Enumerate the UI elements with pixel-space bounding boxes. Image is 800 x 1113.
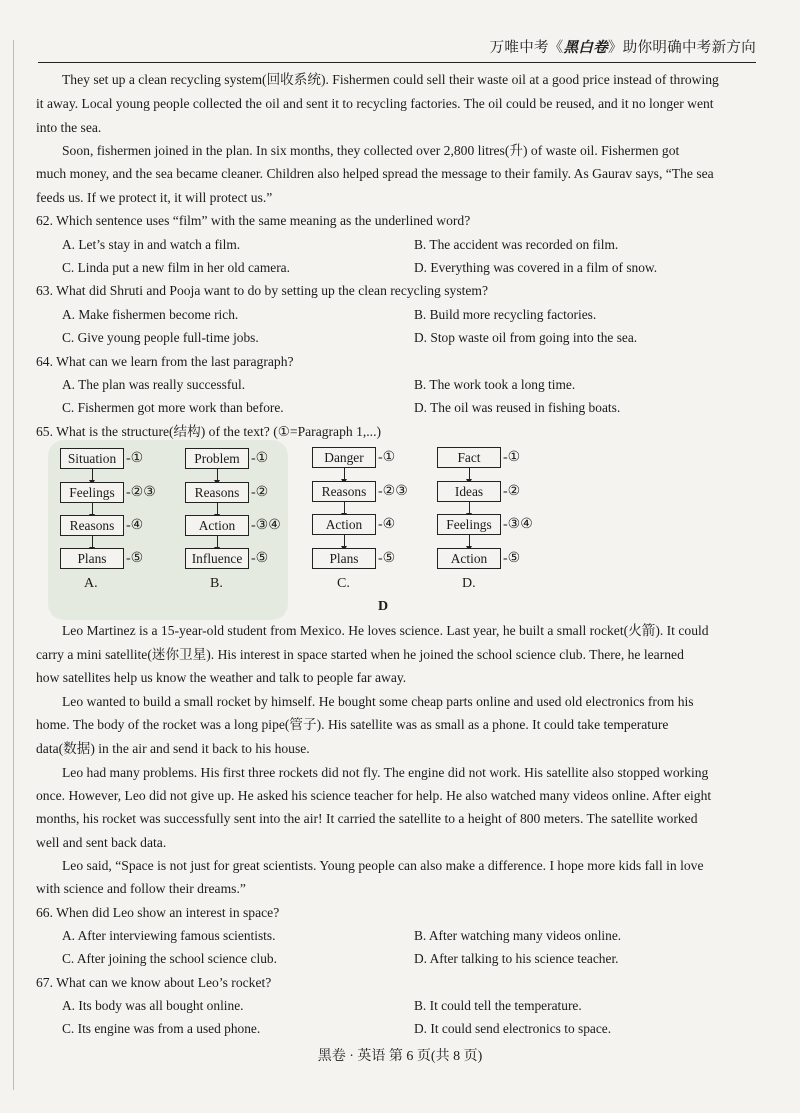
- option-62-b: B. The accident was recorded on film.: [414, 237, 619, 252]
- option-62-a: A. Let’s stay in and watch a film.: [62, 237, 241, 252]
- diagram-para: -④: [126, 518, 144, 533]
- diagram-box: Feelings: [437, 514, 501, 535]
- diagram-para: -②③: [126, 485, 156, 500]
- down-arrow-icon: [92, 503, 93, 515]
- diagram-box: Situation: [60, 448, 124, 469]
- diagram-box: Reasons: [60, 515, 124, 536]
- down-arrow-icon: [217, 469, 218, 481]
- passage-line: it away. Local young people collected the oil and sent it to recycling factories. The oil could be reused, and it no longer went: [36, 96, 714, 111]
- page-footer: 黑卷 · 英语 第 6 页(共 8 页): [317, 1049, 483, 1064]
- diagram-box: Fact: [437, 447, 501, 468]
- down-arrow-icon: [344, 535, 345, 547]
- diagram-para: -③④: [503, 517, 533, 532]
- down-arrow-icon: [92, 469, 93, 481]
- passage-line: Soon, fishermen joined in the plan. In six months, they collected over 2,800 litres(升) of waste oil. Fishermen got: [62, 143, 680, 158]
- passage-line: carry a mini satellite(迷你卫星). His interest in space started when he joined the school science club. There, he learned: [36, 647, 684, 662]
- down-arrow-icon: [217, 536, 218, 548]
- diagram-para: -②: [251, 485, 269, 500]
- page-header: 万唯中考《黑白卷》助你明确中考新方向: [489, 40, 756, 56]
- diagram-para: -④: [378, 517, 396, 532]
- header-rule: [38, 62, 756, 63]
- diagram-para: -⑤: [503, 551, 521, 566]
- diagram-box: Reasons: [312, 481, 376, 502]
- question-67-stem: 67. What can we know about Leo’s rocket?: [36, 975, 272, 990]
- diagram-box: Feelings: [60, 482, 124, 503]
- passage-line: home. The body of the rocket was a long pipe(管子). His satellite was as small as a phone. It could take temperature: [36, 717, 669, 732]
- option-67-d: D. It could send electronics to space.: [414, 1021, 612, 1036]
- diagram-caption: C.: [337, 576, 350, 591]
- section-label: D: [378, 599, 389, 614]
- passage-line: data(数据) in the air and send it back to his house.: [36, 741, 310, 756]
- option-63-d: D. Stop waste oil from going into the sea.: [414, 330, 638, 345]
- option-66-c: C. After joining the school science club.: [62, 951, 277, 966]
- diagram-para: -⑤: [126, 551, 144, 566]
- down-arrow-icon: [469, 535, 470, 547]
- option-62-d: D. Everything was covered in a film of snow.: [414, 260, 658, 275]
- down-arrow-icon: [344, 502, 345, 514]
- question-63-stem: 63. What did Shruti and Pooja want to do by setting up the clean recycling system?: [36, 283, 489, 298]
- passage-line: well and sent back data.: [36, 835, 167, 850]
- passage-line: Leo wanted to build a small rocket by himself. He bought some cheap parts online and used old electronics from his: [62, 694, 694, 709]
- diagram-box: Plans: [312, 548, 376, 569]
- diagram-caption: A.: [84, 576, 98, 591]
- option-66-a: A. After interviewing famous scientists.: [62, 928, 276, 943]
- option-64-b: B. The work took a long time.: [414, 377, 576, 392]
- diagram-para: -①: [378, 450, 396, 465]
- question-65-stem: 65. What is the structure(结构) of the text? (①=Paragraph 1,...): [36, 424, 381, 439]
- diagram-box: Ideas: [437, 481, 501, 502]
- passage-line: They set up a clean recycling system(回收系统). Fishermen could sell their waste oil at a good price instead of throwing: [62, 72, 719, 87]
- option-63-a: A. Make fishermen become rich.: [62, 307, 239, 322]
- diagram-para: -①: [126, 451, 144, 466]
- option-63-b: B. Build more recycling factories.: [414, 307, 597, 322]
- diagram-box: Action: [437, 548, 501, 569]
- option-66-b: B. After watching many videos online.: [414, 928, 622, 943]
- diagram-box: Plans: [60, 548, 124, 569]
- diagram-para: -②③: [378, 484, 408, 499]
- down-arrow-icon: [344, 468, 345, 480]
- passage-line: much money, and the sea became cleaner. Children also helped spread the message to their family. As Gaurav says, “The sea: [36, 166, 714, 181]
- diagram-para: -⑤: [378, 551, 396, 566]
- passage-line: Leo Martinez is a 15-year-old student from Mexico. He loves science. Last year, he built a small rocket(火箭). It could: [62, 623, 709, 638]
- diagram-box: Problem: [185, 448, 249, 469]
- diagram-box: Danger: [312, 447, 376, 468]
- option-63-c: C. Give young people full-time jobs.: [62, 330, 259, 345]
- passage-line: feeds us. If we protect it, it will protect us.”: [36, 190, 273, 205]
- option-67-c: C. Its engine was from a used phone.: [62, 1021, 261, 1036]
- passage-line: months, his rocket was successfully sent into the air! It carried the satellite to a height of 800 meters. The satellite worked: [36, 811, 698, 826]
- option-67-a: A. Its body was all bought online.: [62, 998, 244, 1013]
- brand-name: 黑白卷: [563, 40, 608, 56]
- passage-line: once. However, Leo did not give up. He asked his science teacher for help. He also watched many videos online. After eight: [36, 788, 712, 803]
- diagram-para: -②: [503, 484, 521, 499]
- option-62-c: C. Linda put a new film in her old camera.: [62, 260, 290, 275]
- diagram-box: Reasons: [185, 482, 249, 503]
- down-arrow-icon: [469, 468, 470, 480]
- passage-line: into the sea.: [36, 120, 102, 135]
- diagram-para: -①: [503, 450, 521, 465]
- diagram-box: Action: [312, 514, 376, 535]
- passage-line: Leo said, “Space is not just for great scientists. Young people can also make a difference. I hope more kids fall in love: [62, 858, 704, 873]
- diagram-para: -⑤: [251, 551, 269, 566]
- option-67-b: B. It could tell the temperature.: [414, 998, 582, 1013]
- question-66-stem: 66. When did Leo show an interest in space?: [36, 905, 280, 920]
- question-64-stem: 64. What can we learn from the last paragraph?: [36, 354, 294, 369]
- diagram-box: Action: [185, 515, 249, 536]
- down-arrow-icon: [92, 536, 93, 548]
- diagram-caption: B.: [210, 576, 223, 591]
- binding-line: [13, 40, 14, 1090]
- question-62-stem: 62. Which sentence uses “film” with the same meaning as the underlined word?: [36, 213, 471, 228]
- option-64-d: D. The oil was reused in fishing boats.: [414, 400, 621, 415]
- passage-line: how satellites help us know the weather and talk to people far away.: [36, 670, 407, 685]
- diagram-para: -①: [251, 451, 269, 466]
- passage-line: Leo had many problems. His first three rockets did not fly. The engine did not work. His satellite also stopped working: [62, 765, 709, 780]
- diagram-box: Influence: [185, 548, 249, 569]
- diagram-caption: D.: [462, 576, 476, 591]
- passage-line: with science and follow their dreams.”: [36, 881, 246, 896]
- down-arrow-icon: [217, 503, 218, 515]
- option-66-d: D. After talking to his science teacher.: [414, 951, 619, 966]
- option-64-c: C. Fishermen got more work than before.: [62, 400, 284, 415]
- diagram-para: -③④: [251, 518, 281, 533]
- down-arrow-icon: [469, 502, 470, 514]
- option-64-a: A. The plan was really successful.: [62, 377, 246, 392]
